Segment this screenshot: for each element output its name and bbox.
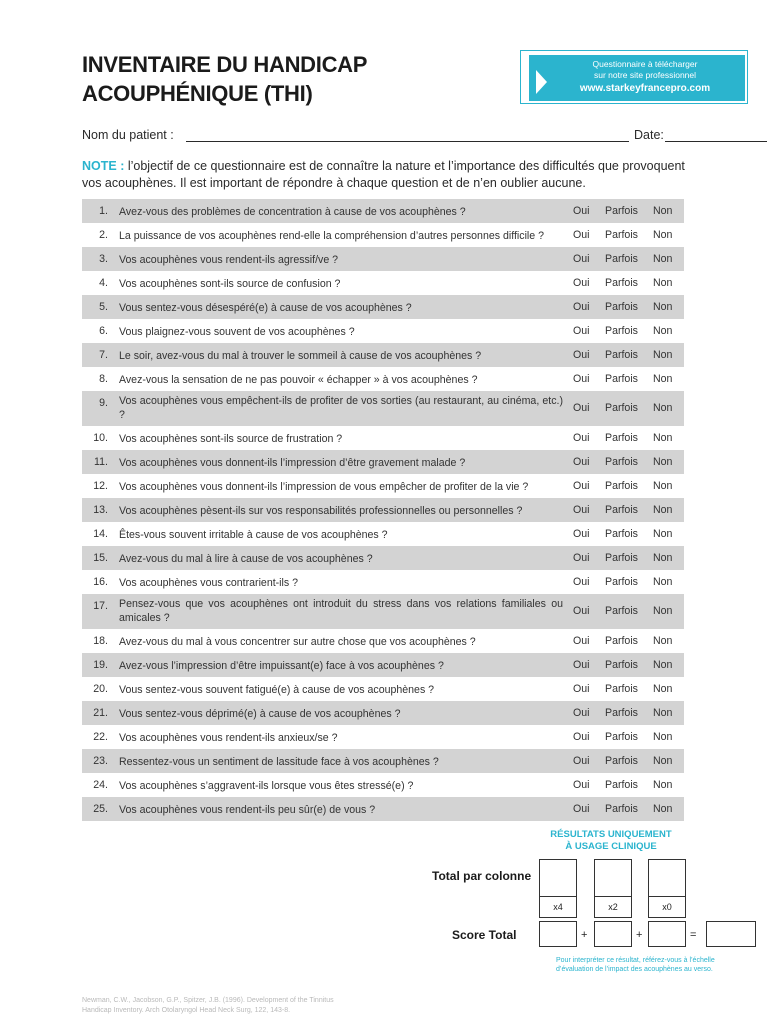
option-non[interactable]: Non (653, 205, 673, 217)
score-non-box[interactable] (648, 921, 686, 947)
question-row (82, 450, 684, 474)
question-row (82, 725, 684, 749)
question-number: 15. (93, 552, 108, 564)
option-non[interactable]: Non (653, 277, 673, 289)
option-parfois[interactable]: Parfois (605, 707, 638, 719)
question-row (82, 271, 684, 295)
option-oui[interactable]: Oui (573, 229, 590, 241)
question-row (82, 797, 684, 821)
multiplier-parfois: x2 (594, 896, 632, 918)
question-row (82, 749, 684, 773)
option-parfois[interactable]: Parfois (605, 605, 638, 617)
score-parfois-box[interactable] (594, 921, 632, 947)
question-text: Vos acouphènes sont-ils source de frustration ? (119, 433, 343, 445)
title-line-2: ACOUPHÉNIQUE (THI) (82, 81, 313, 106)
multiplier-oui: x4 (539, 896, 577, 918)
option-oui[interactable]: Oui (573, 683, 590, 695)
total-parfois-box[interactable] (594, 859, 632, 897)
score-total-box[interactable] (706, 921, 756, 947)
option-non[interactable]: Non (653, 253, 673, 265)
option-oui[interactable]: Oui (573, 635, 590, 647)
option-oui[interactable]: Oui (573, 779, 590, 791)
question-text: Vous sentez-vous souvent fatigué(e) à cause de vos acouphènes ? (119, 684, 435, 696)
option-oui[interactable]: Oui (573, 528, 590, 540)
note-label: NOTE : (82, 159, 125, 173)
option-parfois[interactable]: Parfois (605, 325, 638, 337)
question-row (82, 343, 684, 367)
option-non[interactable]: Non (653, 480, 673, 492)
option-parfois[interactable]: Parfois (605, 528, 638, 540)
option-parfois[interactable]: Parfois (605, 402, 638, 414)
option-non[interactable]: Non (653, 349, 673, 361)
question-text: Avez-vous du mal à lire à cause de vos acouphènes ? (119, 553, 373, 565)
patient-name-field[interactable] (186, 141, 629, 142)
question-text: Vous plaignez-vous souvent de vos acouphènes ? (119, 326, 355, 338)
question-row (82, 701, 684, 725)
option-oui[interactable]: Oui (573, 277, 590, 289)
option-oui[interactable]: Oui (573, 803, 590, 815)
question-row (82, 319, 684, 343)
question-row (82, 426, 684, 450)
option-oui[interactable]: Oui (573, 402, 590, 414)
plus-sign-1: + (581, 929, 588, 941)
option-parfois[interactable]: Parfois (605, 683, 638, 695)
reference-line-2: Handicap Inventory. Arch Otolaryngol Head Neck Surg, 122, 143-8. (82, 1006, 291, 1014)
question-number: 22. (93, 731, 108, 743)
question-text: Vos acouphènes vous empêchent-ils de profiter de vos sorties (au restaurant, au cinéma, etc.) ? (119, 395, 563, 421)
option-non[interactable]: Non (653, 755, 673, 767)
question-number: 7. (99, 349, 108, 361)
option-non[interactable]: Non (653, 707, 673, 719)
option-oui[interactable]: Oui (573, 301, 590, 313)
option-non[interactable]: Non (653, 731, 673, 743)
arrow-right-icon (536, 70, 547, 94)
question-number: 21. (93, 707, 108, 719)
results-heading (543, 829, 679, 853)
question-row (82, 653, 684, 677)
reference-citation (82, 996, 334, 1015)
option-parfois[interactable]: Parfois (605, 504, 638, 516)
option-parfois[interactable]: Parfois (605, 731, 638, 743)
question-text: Avez-vous des problèmes de concentration à cause de vos acouphènes ? (119, 206, 466, 218)
question-text: Vos acouphènes vous rendent-ils peu sûr(e) de vous ? (119, 804, 376, 816)
option-oui[interactable]: Oui (573, 707, 590, 719)
plus-sign-2: + (636, 929, 643, 941)
option-parfois[interactable]: Parfois (605, 432, 638, 444)
date-label: Date: (634, 128, 664, 142)
option-non[interactable]: Non (653, 528, 673, 540)
interpretation-line-2: d’évaluation de l’impact des acouphènes au verso. (556, 966, 713, 973)
question-number: 11. (94, 456, 108, 468)
option-parfois[interactable]: Parfois (605, 635, 638, 647)
question-row (82, 773, 684, 797)
question-number: 16. (93, 576, 108, 588)
page-title (82, 50, 367, 108)
option-parfois[interactable]: Parfois (605, 803, 638, 815)
question-number: 13. (93, 504, 108, 516)
question-text: Vous sentez-vous désespéré(e) à cause de vos acouphènes ? (119, 302, 412, 314)
reference-line-1: Newman, C.W., Jacobson, G.P., Spitzer, J.B. (1996). Development of the Tinnitus (82, 997, 334, 1004)
question-text: Ressentez-vous un sentiment de lassitude face à vos acouphènes ? (119, 756, 439, 768)
total-oui-box[interactable] (539, 859, 577, 897)
questions-table (82, 199, 684, 821)
option-non[interactable]: Non (653, 803, 673, 815)
option-parfois[interactable]: Parfois (605, 659, 638, 671)
option-parfois[interactable]: Parfois (605, 552, 638, 564)
option-oui[interactable]: Oui (573, 349, 590, 361)
question-row (82, 295, 684, 319)
question-number: 3. (99, 253, 108, 265)
question-number: 2. (99, 229, 108, 241)
promo-line-2: sur notre site professionnel (593, 70, 697, 80)
option-parfois[interactable]: Parfois (605, 373, 638, 385)
title-line-1: INVENTAIRE DU HANDICAP (82, 52, 368, 77)
question-text: Vos acouphènes vous contrarient-ils ? (119, 577, 299, 589)
question-row (82, 223, 684, 247)
question-text: Avez-vous la sensation de ne pas pouvoir « échapper » à vos acouphènes ? (119, 374, 478, 386)
question-text: Vos acouphènes vous rendent-ils anxieux/se ? (119, 732, 338, 744)
option-oui[interactable]: Oui (573, 576, 590, 588)
question-text: Vos acouphènes vous rendent-ils agressif/ve ? (119, 254, 339, 266)
question-text: La puissance de vos acouphènes rend-elle la compréhension d’autres personnes difficile ? (119, 230, 545, 242)
results-heading-line-2: À USAGE CLINIQUE (565, 841, 657, 852)
option-parfois[interactable]: Parfois (605, 480, 638, 492)
question-number: 20. (93, 683, 108, 695)
option-non[interactable]: Non (653, 659, 673, 671)
interpretation-line-1: Pour interpréter ce résultat, référez-vous à l’échelle (556, 957, 715, 964)
option-parfois[interactable]: Parfois (605, 349, 638, 361)
question-text: Vos acouphènes vous donnent-ils l’impression d’être gravement malade ? (119, 457, 466, 469)
total-non-box[interactable] (648, 859, 686, 897)
option-parfois[interactable]: Parfois (605, 576, 638, 588)
question-number: 23. (93, 755, 108, 767)
option-oui[interactable]: Oui (573, 432, 590, 444)
question-number: 24. (93, 779, 108, 791)
question-number: 8. (99, 373, 108, 385)
option-non[interactable]: Non (653, 779, 673, 791)
option-parfois[interactable]: Parfois (605, 301, 638, 313)
equals-sign: = (690, 929, 697, 941)
patient-name-label: Nom du patient : (82, 128, 174, 142)
option-parfois[interactable]: Parfois (605, 277, 638, 289)
question-row (82, 498, 684, 522)
option-oui[interactable]: Oui (573, 552, 590, 564)
option-parfois[interactable]: Parfois (605, 755, 638, 767)
option-oui[interactable]: Oui (573, 205, 590, 217)
option-parfois[interactable]: Parfois (605, 205, 638, 217)
question-text: Avez-vous du mal à vous concentrer sur autre chose que vos acouphènes ? (119, 636, 476, 648)
promo-url-link[interactable]: www.starkeyfrancepro.com (579, 83, 711, 94)
question-row (82, 391, 684, 426)
note-text: l’objectif de ce questionnaire est de connaître la nature et l’importance des difficultés que provoquent vos acouphènes. Il est important de répondre à chaque question et de n’en oublier aucune. (82, 159, 685, 190)
download-promo-banner[interactable] (529, 55, 745, 101)
option-oui[interactable]: Oui (573, 504, 590, 516)
question-number: 6. (99, 325, 108, 337)
option-oui[interactable]: Oui (573, 373, 590, 385)
option-parfois[interactable]: Parfois (605, 456, 638, 468)
option-oui[interactable]: Oui (573, 480, 590, 492)
question-number: 18. (93, 635, 108, 647)
question-number: 12. (93, 480, 108, 492)
option-non[interactable]: Non (653, 432, 673, 444)
note-paragraph (82, 158, 686, 192)
question-number: 25. (93, 803, 108, 815)
multiplier-non: x0 (648, 896, 686, 918)
patient-info-row (82, 128, 684, 146)
promo-line-1: Questionnaire à télécharger (592, 59, 698, 69)
results-heading-line-1: RÉSULTATS UNIQUEMENT (550, 829, 672, 840)
question-row (82, 522, 684, 546)
question-text: Vos acouphènes vous donnent-ils l’impression de vous empêcher de profiter de la vie ? (119, 481, 529, 493)
option-non[interactable]: Non (653, 683, 673, 695)
interpretation-note (556, 956, 746, 974)
option-parfois[interactable]: Parfois (605, 779, 638, 791)
question-row (82, 199, 684, 223)
question-text: Pensez-vous que vos acouphènes ont introduit du stress dans vos relations familiales ou amicales ? (119, 598, 563, 624)
option-oui[interactable]: Oui (573, 731, 590, 743)
total-per-column-label: Total par colonne (432, 869, 532, 883)
question-row (82, 247, 684, 271)
question-row (82, 474, 684, 498)
question-row (82, 546, 684, 570)
option-non[interactable]: Non (653, 552, 673, 564)
option-parfois[interactable]: Parfois (605, 229, 638, 241)
date-field[interactable] (665, 141, 767, 142)
option-oui[interactable]: Oui (573, 605, 590, 617)
option-oui[interactable]: Oui (573, 755, 590, 767)
question-number: 19. (93, 659, 108, 671)
question-row (82, 629, 684, 653)
option-parfois[interactable]: Parfois (605, 253, 638, 265)
question-text: Vous sentez-vous déprimé(e) à cause de vos acouphènes ? (119, 708, 401, 720)
question-number: 10. (93, 432, 108, 444)
question-number: 9. (99, 397, 108, 409)
question-row (82, 367, 684, 391)
option-oui[interactable]: Oui (573, 253, 590, 265)
option-non[interactable]: Non (653, 373, 673, 385)
question-number: 17. (93, 600, 108, 612)
option-non[interactable]: Non (653, 402, 673, 414)
option-non[interactable]: Non (653, 576, 673, 588)
option-oui[interactable]: Oui (573, 456, 590, 468)
question-text: Vos acouphènes s’aggravent-ils lorsque vous êtes stressé(e) ? (119, 780, 414, 792)
question-number: 5. (99, 301, 108, 313)
question-text: Vos acouphènes pèsent-ils sur vos responsabilités professionnelles ou personnelles ? (119, 505, 523, 517)
question-row (82, 594, 684, 629)
score-oui-box[interactable] (539, 921, 577, 947)
option-non[interactable]: Non (653, 229, 673, 241)
option-oui[interactable]: Oui (573, 659, 590, 671)
question-text: Êtes-vous souvent irritable à cause de vos acouphènes ? (119, 529, 388, 541)
option-non[interactable]: Non (653, 635, 673, 647)
option-non[interactable]: Non (653, 504, 673, 516)
question-number: 14. (93, 528, 108, 540)
option-non[interactable]: Non (653, 325, 673, 337)
score-total-label: Score Total (452, 928, 517, 942)
question-text: Vos acouphènes sont-ils source de confusion ? (119, 278, 341, 290)
question-row (82, 570, 684, 594)
option-non[interactable]: Non (653, 456, 673, 468)
option-non[interactable]: Non (653, 605, 673, 617)
question-text: Le soir, avez-vous du mal à trouver le sommeil à cause de vos acouphènes ? (119, 350, 482, 362)
question-number: 1. (99, 205, 108, 217)
download-promo-box (520, 50, 748, 104)
option-non[interactable]: Non (653, 301, 673, 313)
option-oui[interactable]: Oui (573, 325, 590, 337)
question-text: Avez-vous l’impression d’être impuissant(e) face à vos acouphènes ? (119, 660, 444, 672)
question-number: 4. (99, 277, 108, 289)
question-row (82, 677, 684, 701)
